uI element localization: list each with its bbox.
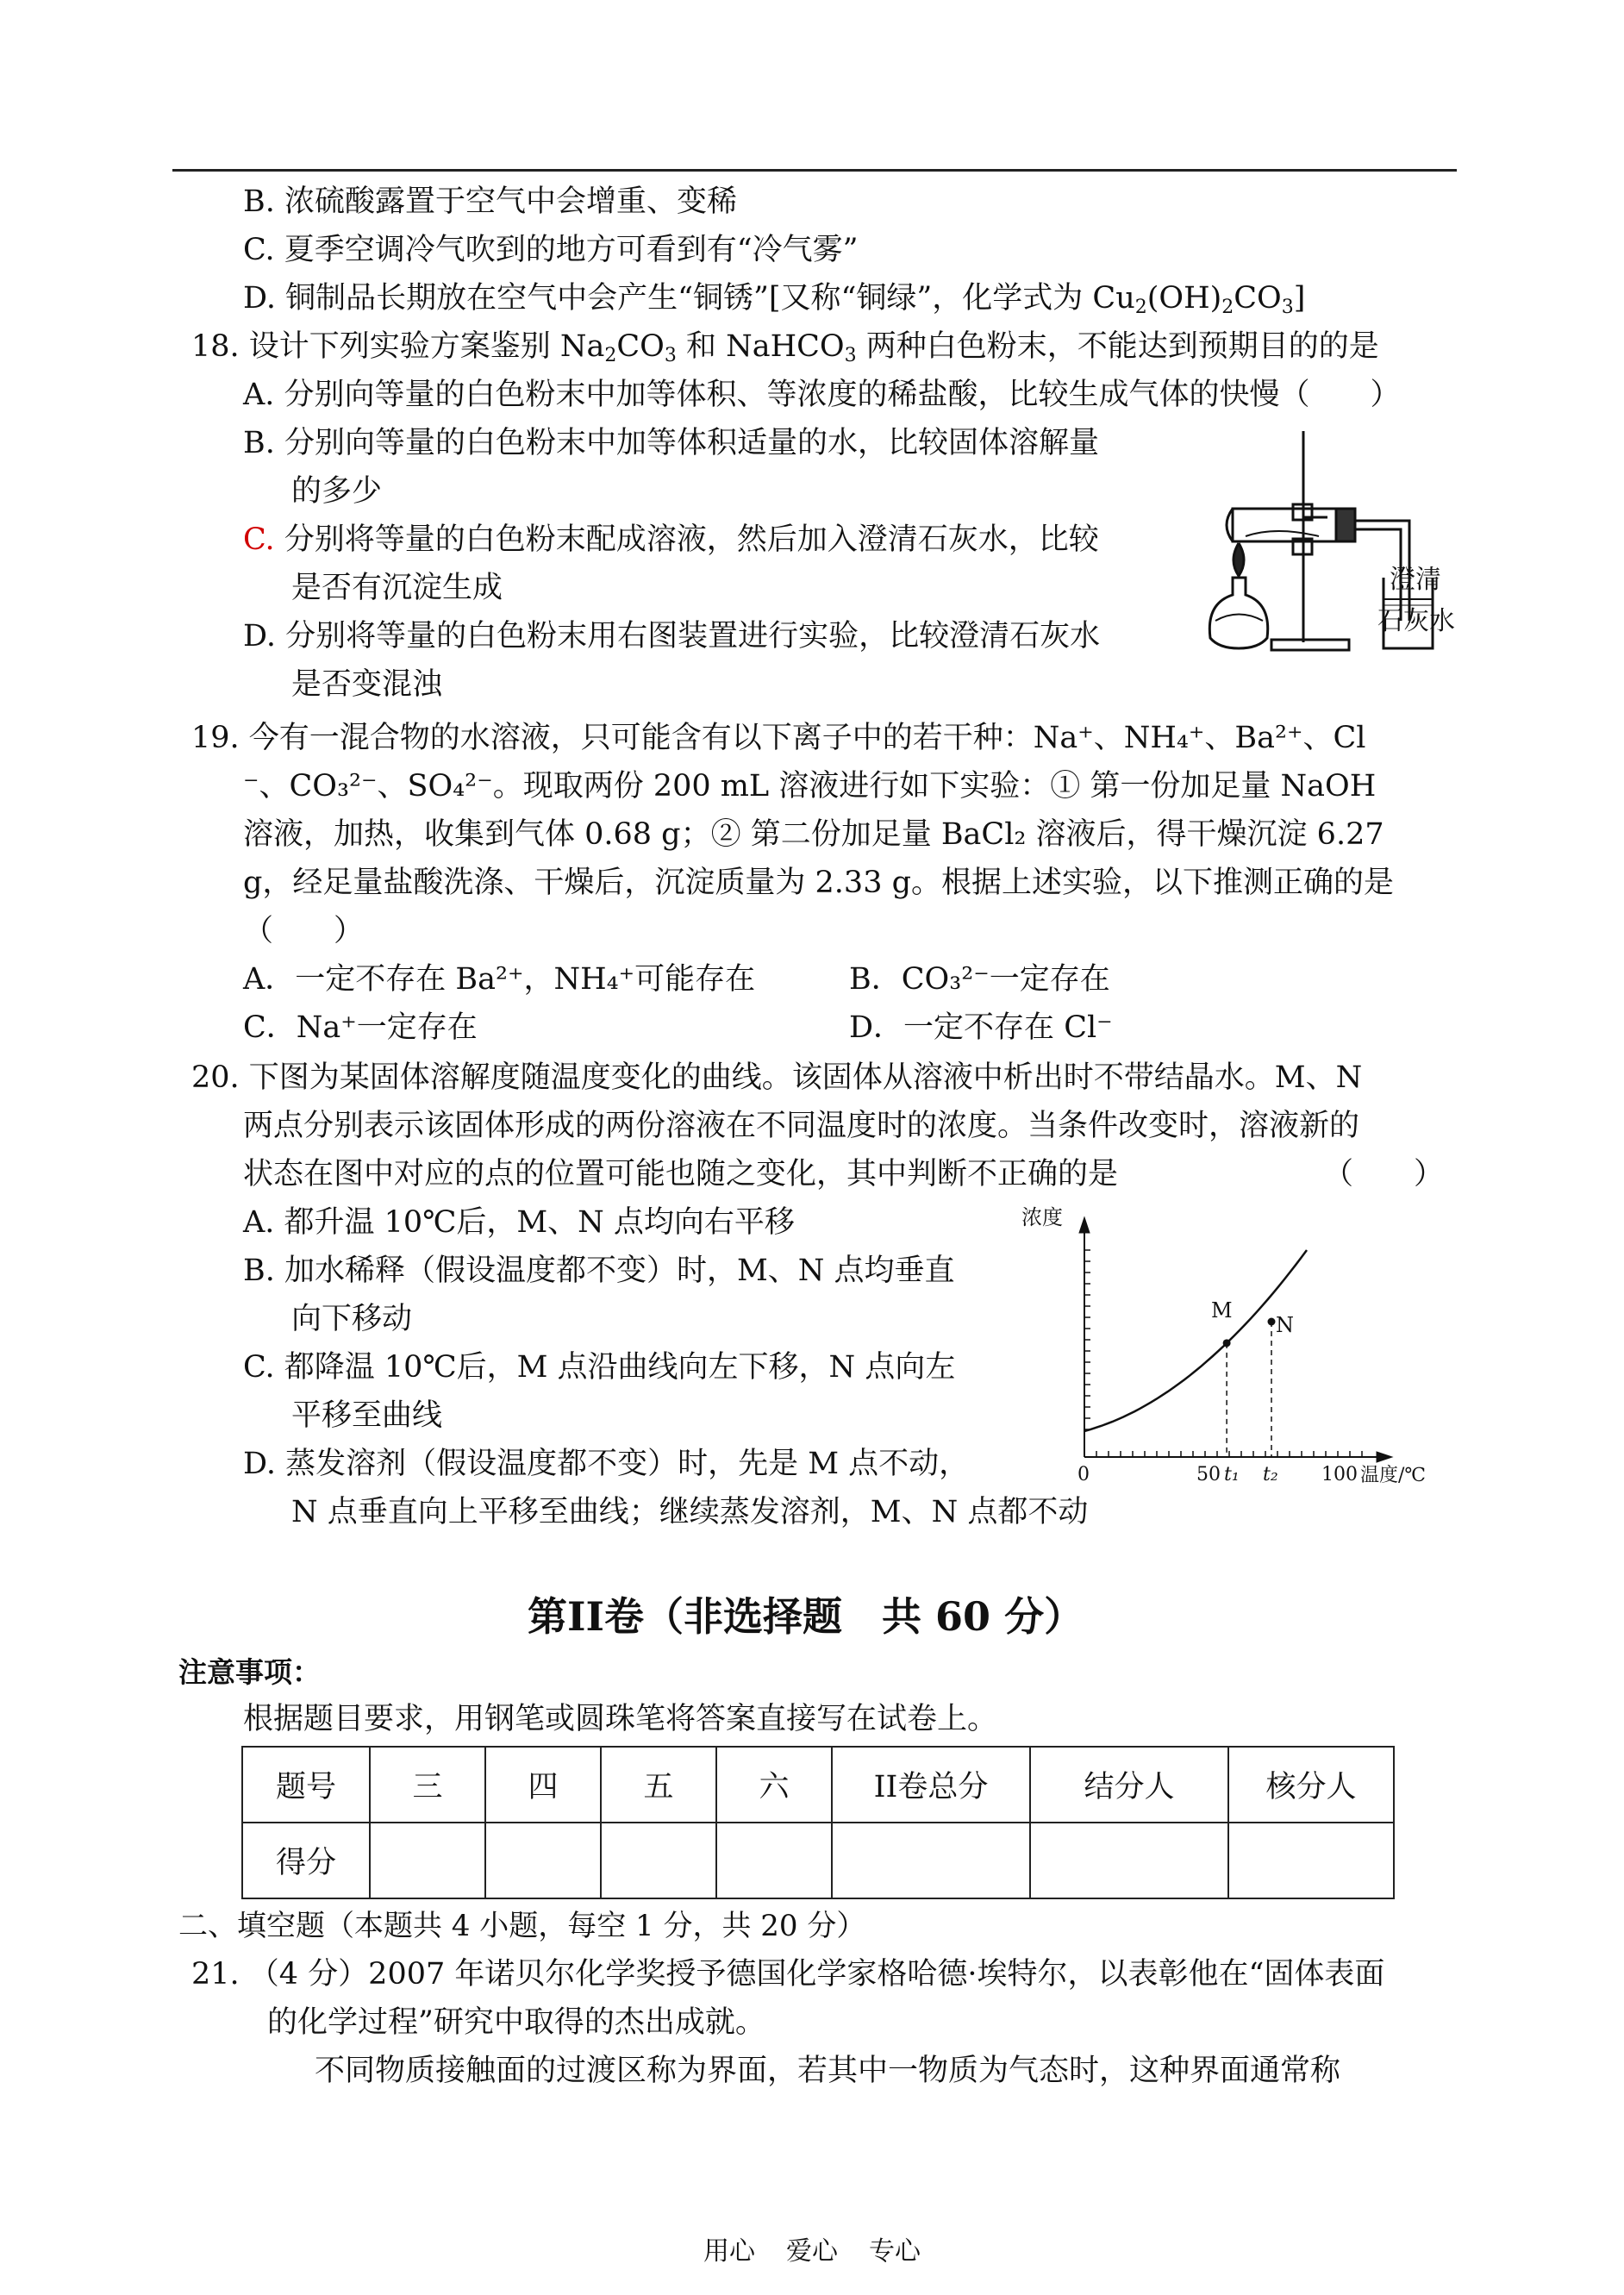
- x-tick-0: 0: [1077, 1464, 1090, 1485]
- table-cell: 核分人: [1228, 1747, 1394, 1823]
- q20-option-b-line2: 向下移动: [291, 1302, 413, 1336]
- q18-option-c-letter: C.: [243, 522, 275, 557]
- x-tick-t1: t₁: [1224, 1464, 1240, 1485]
- point-n-label: N: [1276, 1313, 1294, 1337]
- q19-option-d: D．一定不存在 Cl⁻: [849, 1010, 1113, 1045]
- q19-line-4: g，经足量盐酸洗涤、干燥后，沉淀质量为 2.33 g。根据上述实验，以下推测正确的是: [243, 866, 1394, 900]
- q17-option-d: D. 铜制品长期放在空气中会产生“铜锈”[又称“铜绿”，化学式为 $Cu_2(OH)_2CO_3$]: [243, 281, 1306, 318]
- q18-option-c-line2: 是否有沉淀生成: [291, 571, 503, 605]
- q18-option-a: A. 分别向等量的白色粉末中加等体积、等浓度的稀盐酸，比较生成气体的快慢（ ）: [243, 378, 1401, 412]
- table-cell: 三: [370, 1747, 485, 1823]
- q19-line-3: 溶液，加热，收集到气体 0.68 g；② 第二份加足量 BaCl₂ 溶液后，得干燥沉淀 6.27: [243, 817, 1384, 852]
- q19-line-1: 19. 今有一混合物的水溶液，只可能含有以下离子中的若干种：Na⁺、NH₄⁺、Ba²⁺、Cl: [191, 721, 1366, 755]
- notice-text: 根据题目要求，用钢笔或圆珠笔将答案直接写在试卷上。: [243, 1702, 998, 1736]
- score-input-cell[interactable]: [1030, 1823, 1228, 1898]
- q17-option-c: C. 夏季空调冷气吹到的地方可看到有“冷气雾”: [243, 233, 859, 267]
- q19-line-5: （ ）: [243, 914, 365, 948]
- q18-option-b-line2: 的多少: [291, 474, 383, 509]
- q20-line-1: 20. 下图为某固体溶解度随温度变化的曲线。该固体从溶液中析出时不带结晶水。M、N: [191, 1060, 1363, 1095]
- part2-title: 第II卷（非选择题 共 60 分）: [528, 1593, 1084, 1640]
- q19-option-b: B．CO₃²⁻一定存在: [849, 962, 1110, 997]
- q20-line-3: 状态在图中对应的点的位置可能也随之变化，其中判断不正确的是: [243, 1157, 1119, 1191]
- point-n: [1268, 1318, 1276, 1326]
- q20-option-a: A. 都升温 10℃后，M、N 点均向右平移: [243, 1205, 795, 1240]
- score-input-cell[interactable]: [832, 1823, 1030, 1898]
- score-input-cell[interactable]: [485, 1823, 601, 1898]
- q20-option-d-line2: N 点垂直向上平移至曲线；继续蒸发溶剂，M、N 点都不动: [291, 1495, 1089, 1529]
- score-input-cell[interactable]: [601, 1823, 716, 1898]
- score-input-cell[interactable]: [370, 1823, 485, 1898]
- solubility-curve: [1084, 1250, 1307, 1431]
- q20-option-b-line1: B. 加水稀释（假设温度都不变）时，M、N 点均垂直: [243, 1254, 955, 1288]
- y-axis-arrow: [1079, 1217, 1090, 1233]
- q17-option-b: B. 浓硫酸露置于空气中会增重、变稀: [243, 184, 737, 219]
- q19-option-c: C．Na⁺一定存在: [243, 1010, 478, 1045]
- q21-line-2: 的化学过程”研究中取得的杰出成就。: [267, 2005, 765, 2040]
- table-cell: 四: [485, 1747, 601, 1823]
- q20-line-2: 两点分别表示该固体形成的两份溶液在不同温度时的浓度。当条件改变时，溶液新的: [243, 1109, 1360, 1143]
- score-input-cell[interactable]: [716, 1823, 832, 1898]
- q20-option-c-line2: 平移至曲线: [291, 1398, 443, 1433]
- point-m-label: M: [1211, 1298, 1233, 1323]
- q18-option-c-line1: C. 分别将等量的白色粉末配成溶液，然后加入澄清石灰水，比较: [243, 522, 1099, 557]
- x-tick-t2: t₂: [1263, 1464, 1278, 1485]
- q18-option-d-line1: D. 分别将等量的白色粉末用右图装置进行实验，比较澄清石灰水: [243, 619, 1101, 653]
- table-cell: 得分: [242, 1823, 370, 1898]
- q20-option-d-line1: D. 蒸发溶剂（假设温度都不变）时，先是 M 点不动，: [243, 1447, 970, 1481]
- score-table: [241, 1746, 1395, 1899]
- notice-heading: 注意事项：: [178, 1655, 321, 1689]
- footer-word: 专心: [869, 2236, 921, 2267]
- apparatus-label-2: 石灰水: [1377, 606, 1455, 636]
- table-cell: 结分人: [1030, 1747, 1228, 1823]
- score-table-header-row: [242, 1747, 1394, 1823]
- x-axis-label: 温度/℃: [1360, 1465, 1427, 1486]
- q20-answer-paren: （ ）: [1323, 1157, 1445, 1191]
- q18-option-b-line1: B. 分别向等量的白色粉末中加等体积适量的水，比较固体溶解量: [243, 426, 1099, 460]
- x-axis-arrow: [1377, 1452, 1392, 1462]
- q18-option-d-line2: 是否变混浊: [291, 667, 443, 702]
- point-m: [1223, 1339, 1231, 1347]
- x-tick-100: 100: [1321, 1464, 1358, 1485]
- y-axis-label: 浓度: [1021, 1205, 1063, 1229]
- apparatus-label-1: 澄清: [1390, 565, 1441, 595]
- table-cell: II卷总分: [832, 1747, 1030, 1823]
- footer-word: 用心: [703, 2236, 755, 2267]
- q19-option-a: A．一定不存在 Ba²⁺，NH₄⁺可能存在: [243, 962, 756, 997]
- q18-stem: 18. 设计下列实验方案鉴别 $Na_2CO_3$ 和 NaHCO$_3$ 两种白色粉末，不能达到预期目的的是: [191, 329, 1379, 366]
- x-tick-50: 50: [1196, 1464, 1221, 1485]
- section2-header: 二、填空题（本题共 4 小题，每空 1 分，共 20 分）: [178, 1909, 866, 1943]
- page-footer: [0, 2235, 1624, 2269]
- table-cell: 题号: [242, 1747, 370, 1823]
- score-table-score-row: [242, 1823, 1394, 1898]
- q20-option-c-line1: C. 都降温 10℃后，M 点沿曲线向左下移，N 点向左: [243, 1350, 956, 1385]
- footer-word: 爱心: [786, 2236, 838, 2267]
- score-input-cell[interactable]: [1228, 1823, 1394, 1898]
- q19-line-2: ⁻、CO₃²⁻、SO₄²⁻。现取两份 200 mL 溶液进行如下实验：① 第一份加足量 NaOH: [243, 769, 1377, 804]
- q21-line-3: 不同物质接触面的过渡区称为界面，若其中一物质为气态时，这种界面通常称: [315, 2054, 1341, 2088]
- q21-line-1: 21. （4 分）2007 年诺贝尔化学奖授予德国化学家格哈德·埃特尔，以表彰他在“固体表面: [191, 1957, 1385, 1992]
- solubility-chart: [1000, 1198, 1465, 1491]
- header-rule: [172, 169, 1457, 172]
- table-cell: 五: [601, 1747, 716, 1823]
- table-cell: 六: [716, 1747, 832, 1823]
